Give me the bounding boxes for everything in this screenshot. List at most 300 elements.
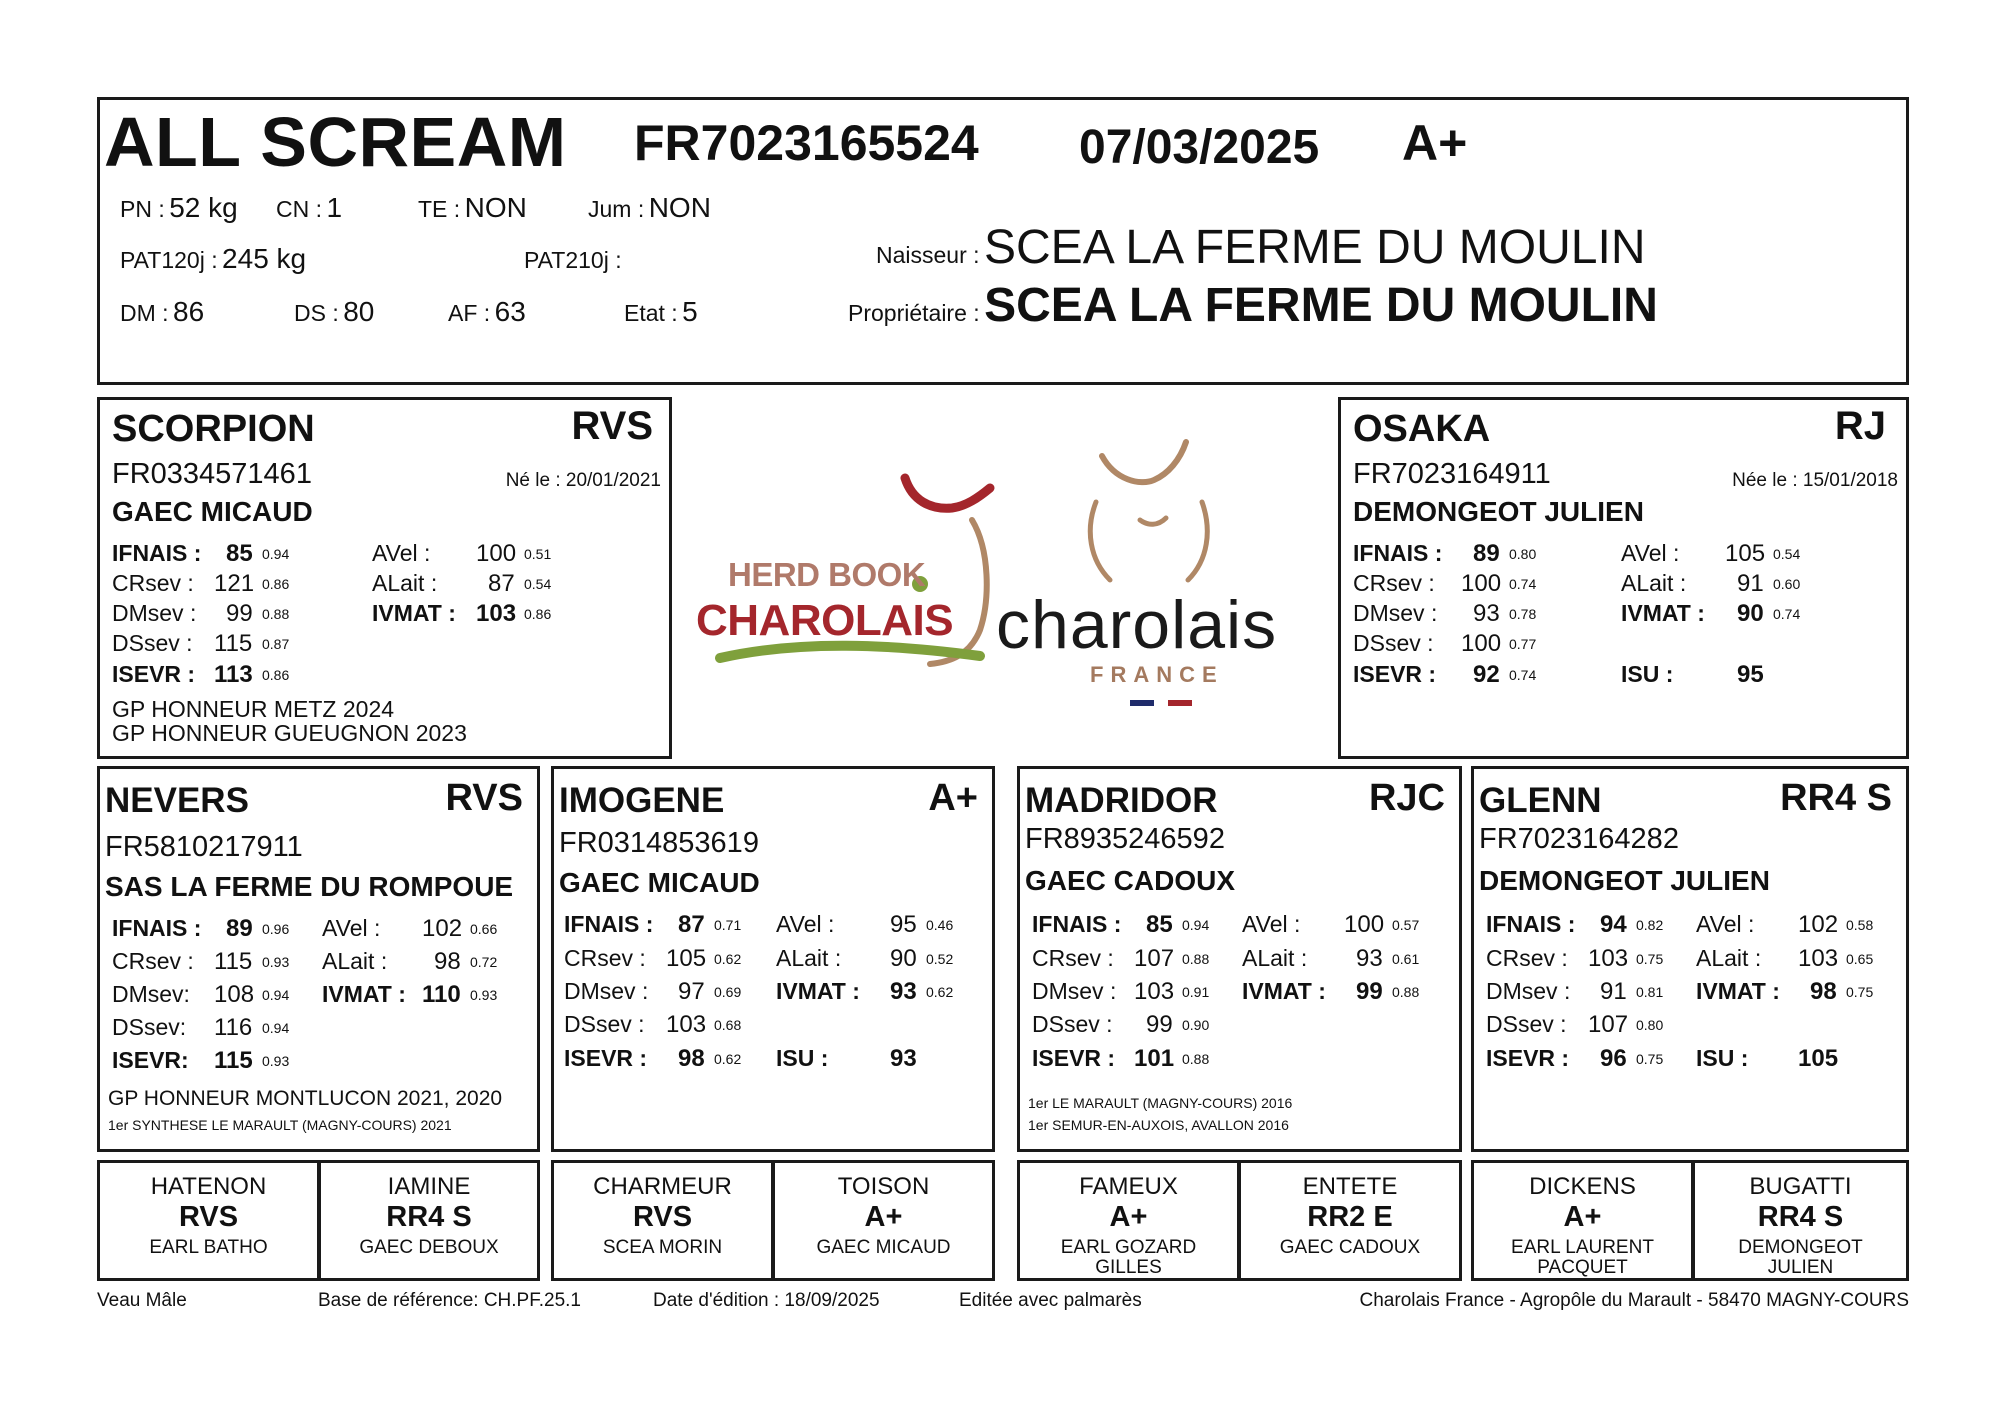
isevr-label: ISEVR : [1353, 661, 1437, 687]
dmsev-value: 108 [214, 981, 255, 1008]
dmsev-label: DMsev : [1032, 978, 1117, 1004]
grandparent-card-madridor [1017, 766, 1462, 1152]
avel-label: AVel : [322, 915, 381, 941]
dam-avel [1621, 540, 1801, 567]
dssev-value: 107 [1588, 1011, 1629, 1038]
ivmat-value: 103 [476, 600, 517, 627]
dmsev-reliability: 0.91 [1182, 984, 1210, 1000]
ds-field [294, 296, 374, 328]
dmsev-reliability: 0.69 [714, 984, 742, 1000]
ggp-owner: EARL GOZARD [1060, 1237, 1197, 1258]
crsev-reliability: 0.75 [1636, 951, 1664, 967]
ifnais-value: 94 [1600, 911, 1627, 938]
ggp-name: ENTETE [1302, 1173, 1398, 1200]
sire-isevr [112, 661, 290, 688]
gp-dmsev [564, 978, 742, 1005]
dssev-reliability: 0.94 [262, 1020, 290, 1036]
herdbook-line2: CHAROLAIS [696, 596, 954, 645]
alait-value: 87 [488, 570, 515, 597]
isevr-label: ISEVR : [1032, 1045, 1116, 1071]
ifnais-label: IFNAIS : [112, 915, 202, 941]
ggp-grade: RR4 S [386, 1201, 472, 1233]
dmsev-label: DMsev : [112, 600, 197, 626]
sire-id: FR0334571461 [112, 458, 312, 490]
ivmat-value: 110 [422, 981, 461, 1008]
ifnais-value: 89 [226, 915, 253, 942]
gp-crsev [112, 948, 290, 975]
gp-name: IMOGENE [559, 781, 725, 820]
ggp-owner: GAEC CADOUX [1279, 1237, 1421, 1258]
ggp-name: FAMEUX [1079, 1173, 1178, 1200]
dam-ifnais [1353, 540, 1537, 567]
isevr-reliability: 0.62 [714, 1051, 742, 1067]
gp-dssev [1032, 1011, 1210, 1038]
dam-card [1338, 397, 1909, 759]
crsev-label: CRsev : [1032, 945, 1114, 971]
gp-isu [1696, 1045, 1839, 1072]
ggp-cell-entete [1238, 1160, 1462, 1281]
ifnais-reliability: 0.82 [1636, 917, 1664, 933]
jum-value: NON [648, 192, 711, 223]
ggp-owner: SCEA MORIN [602, 1237, 723, 1258]
gp-prize-2: 1er SYNTHESE LE MARAULT (MAGNY-COURS) 2021 [108, 1117, 452, 1133]
gp-ifnais [1486, 911, 1664, 938]
herdbook-logo [690, 430, 1010, 680]
gp-grade: RJC [1368, 777, 1445, 819]
etat-field [624, 296, 698, 328]
naisseur-label: Naisseur : [876, 242, 980, 268]
dssev-label: DSsev : [112, 630, 193, 656]
jum-field [588, 192, 711, 224]
sire-breeder: GAEC MICAUD [112, 496, 313, 527]
gp-isu [776, 1045, 917, 1072]
footer-palmares: Editée avec palmarès [959, 1290, 1142, 1311]
ggp-owner-line2: GILLES [1095, 1257, 1162, 1278]
ggp-owner: EARL LAURENT [1511, 1237, 1654, 1258]
sire-card [97, 397, 672, 759]
ivmat-label: IVMAT : [1242, 978, 1326, 1004]
grandparent-card-nevers [97, 766, 540, 1152]
isevr-reliability: 0.93 [262, 1053, 290, 1069]
avel-label: AVel : [1621, 540, 1680, 566]
ggp-owner: GAEC DEBOUX [359, 1237, 499, 1258]
dam-born: Née le : 15/01/2018 [1732, 470, 1898, 491]
ivmat-reliability: 0.88 [1392, 984, 1420, 1000]
isu-label: ISU : [1621, 661, 1674, 687]
gp-id: FR0314853619 [559, 827, 759, 859]
ggp-name: TOISON [837, 1173, 930, 1200]
alait-reliability: 0.61 [1392, 951, 1420, 967]
ggp-grade: RVS [632, 1201, 693, 1233]
avel-reliability: 0.51 [524, 546, 552, 562]
avel-reliability: 0.46 [926, 917, 954, 933]
gp-alait [1696, 945, 1874, 972]
isevr-label: ISEVR: [112, 1047, 189, 1073]
ggp-owner: GAEC MICAUD [816, 1237, 951, 1258]
te-field [418, 192, 527, 224]
cn-value: 1 [326, 192, 343, 223]
dssev-reliability: 0.87 [262, 636, 290, 652]
gp-crsev [1486, 945, 1664, 972]
animal-date: 07/03/2025 [1079, 121, 1320, 174]
ivmat-reliability: 0.74 [1773, 606, 1801, 622]
pat210-label: PAT210j : [524, 247, 622, 273]
avel-reliability: 0.57 [1392, 917, 1420, 933]
footer-edition-date: Date d'édition : 18/09/2025 [653, 1290, 880, 1311]
alait-label: ALait : [322, 948, 388, 974]
gp-avel [1696, 911, 1874, 938]
gp-alait [322, 948, 498, 975]
charolais-word: charolais [996, 587, 1278, 663]
isu-value: 105 [1798, 1045, 1839, 1072]
gp-prize-1: GP HONNEUR MONTLUCON 2021, 2020 [108, 1087, 503, 1110]
dm-value: 86 [173, 296, 205, 327]
alait-reliability: 0.52 [926, 951, 954, 967]
ggp-name: HATENON [150, 1173, 267, 1200]
avel-label: AVel : [1242, 911, 1301, 937]
dssev-reliability: 0.90 [1182, 1017, 1210, 1033]
sire-dmsev [112, 600, 290, 627]
alait-label: ALait : [1696, 945, 1762, 971]
isevr-label: ISEVR : [1486, 1045, 1570, 1071]
ivmat-value: 93 [890, 978, 917, 1005]
isevr-reliability: 0.75 [1636, 1051, 1664, 1067]
isevr-value: 115 [214, 1047, 253, 1074]
gp-dmsev [112, 981, 290, 1008]
alait-value: 98 [434, 948, 461, 975]
dam-isu [1621, 661, 1764, 688]
ivmat-label: IVMAT : [372, 600, 456, 626]
gp-ifnais [112, 915, 290, 942]
te-label: TE : [418, 196, 461, 222]
dmsev-value: 91 [1600, 978, 1627, 1005]
crsev-reliability: 0.88 [1182, 951, 1210, 967]
alait-value: 90 [890, 945, 917, 972]
ivmat-value: 90 [1737, 600, 1764, 627]
grandparent-card-imogene [551, 766, 995, 1152]
ifnais-reliability: 0.94 [262, 546, 290, 562]
ifnais-reliability: 0.94 [1182, 917, 1210, 933]
alait-label: ALait : [372, 570, 438, 596]
dam-isevr [1353, 661, 1537, 688]
dmsev-value: 97 [678, 978, 705, 1005]
alait-label: ALait : [1242, 945, 1308, 971]
avel-label: AVel : [372, 540, 431, 566]
crsev-reliability: 0.93 [262, 954, 290, 970]
sire-grade: RVS [571, 404, 653, 448]
ifnais-value: 85 [226, 540, 253, 567]
naisseur-field [876, 220, 1645, 275]
avel-value: 100 [476, 540, 517, 567]
dssev-label: DSsev : [564, 1011, 645, 1037]
dm-field [120, 296, 204, 328]
dmsev-reliability: 0.78 [1509, 606, 1537, 622]
crsev-label: CRsev : [564, 945, 646, 971]
gp-isevr [1032, 1045, 1210, 1072]
ggp-grade: A+ [1109, 1201, 1148, 1233]
gp-ifnais [564, 911, 742, 938]
proprietaire-field [848, 278, 1658, 333]
avel-value: 95 [890, 911, 917, 938]
ggp-owner-line2: PACQUET [1537, 1257, 1628, 1278]
animal-grade: A+ [1402, 115, 1468, 171]
pat120-field [120, 243, 306, 275]
avel-value: 105 [1725, 540, 1766, 567]
ggp-grade: RVS [178, 1201, 239, 1233]
avel-value: 100 [1344, 911, 1385, 938]
sire-name: SCORPION [112, 408, 315, 450]
dssev-value: 99 [1146, 1011, 1173, 1038]
isevr-label: ISEVR : [564, 1045, 648, 1071]
jum-label: Jum : [588, 196, 645, 222]
dmsev-label: DMsev: [112, 981, 190, 1007]
isevr-value: 101 [1134, 1045, 1175, 1072]
dmsev-value: 103 [1134, 978, 1175, 1005]
te-value: NON [464, 192, 527, 223]
ifnais-reliability: 0.71 [714, 917, 742, 933]
ds-value: 80 [343, 296, 375, 327]
ggp-grade: RR2 E [1307, 1201, 1393, 1233]
etat-label: Etat : [624, 300, 678, 326]
ggp-cell-toison [772, 1160, 995, 1281]
dssev-label: DSsev : [1353, 630, 1434, 656]
alait-label: ALait : [776, 945, 842, 971]
isevr-value: 92 [1473, 661, 1500, 688]
crsev-label: CRsev : [112, 570, 194, 596]
ggp-cell-iamine [318, 1160, 540, 1281]
ggp-cell-bugatti [1692, 1160, 1909, 1281]
gp-ivmat [776, 978, 954, 1005]
isevr-reliability: 0.86 [262, 667, 290, 683]
isevr-reliability: 0.74 [1509, 667, 1537, 683]
avel-value: 102 [1798, 911, 1839, 938]
footer-address: Charolais France - Agropôle du Marault - 58470 MAGNY-COURS [1359, 1290, 1909, 1311]
animal-header [97, 97, 1909, 385]
gp-breeder: SAS LA FERME DU ROMPOUE [105, 871, 514, 902]
dam-dmsev [1353, 600, 1537, 627]
dam-ivmat [1621, 600, 1801, 627]
alait-value: 93 [1356, 945, 1383, 972]
dam-breeder: DEMONGEOT JULIEN [1353, 496, 1644, 527]
ggp-cell-dickens [1471, 1160, 1694, 1281]
gp-isevr [564, 1045, 742, 1072]
ivmat-reliability: 0.62 [926, 984, 954, 1000]
ifnais-label: IFNAIS : [1353, 540, 1443, 566]
ggp-name: BUGATTI [1749, 1173, 1852, 1200]
gp-dmsev [1486, 978, 1664, 1005]
dam-name: OSAKA [1353, 408, 1491, 450]
naisseur-value: SCEA LA FERME DU MOULIN [984, 221, 1646, 274]
alait-value: 103 [1798, 945, 1839, 972]
crsev-value: 105 [666, 945, 707, 972]
dmsev-label: DMsev : [564, 978, 649, 1004]
dssev-value: 103 [666, 1011, 707, 1038]
ggp-cell-fameux [1017, 1160, 1240, 1281]
ivmat-value: 99 [1356, 978, 1383, 1005]
ggp-grade: RR4 S [1757, 1201, 1844, 1233]
pat120-label: PAT120j : [120, 247, 218, 273]
ggp-owner-line2: JULIEN [1767, 1257, 1834, 1278]
proprietaire-label: Propriétaire : [848, 300, 980, 326]
dm-label: DM : [120, 300, 169, 326]
gp-breeder: GAEC CADOUX [1025, 865, 1236, 896]
dam-dssev [1353, 630, 1537, 657]
dmsev-reliability: 0.81 [1636, 984, 1664, 1000]
gp-dssev [564, 1011, 742, 1038]
crsev-value: 121 [214, 570, 255, 597]
ggp-grade: A+ [1563, 1201, 1602, 1233]
gp-crsev [564, 945, 742, 972]
pat210-field [524, 243, 622, 275]
crsev-label: CRsev : [112, 948, 194, 974]
alait-reliability: 0.60 [1773, 576, 1801, 592]
af-field [448, 296, 526, 328]
ifnais-label: IFNAIS : [564, 911, 654, 937]
gp-id: FR5810217911 [105, 831, 303, 863]
gp-alait [776, 945, 954, 972]
gp-grade: RR4 S [1780, 777, 1892, 819]
sire-crsev [112, 570, 290, 597]
dssev-reliability: 0.77 [1509, 636, 1537, 652]
grandparent-card-glenn [1471, 766, 1909, 1152]
alait-reliability: 0.54 [524, 576, 552, 592]
sire-prize-1: GP HONNEUR METZ 2024 [112, 696, 395, 722]
dssev-label: DSsev : [1486, 1011, 1567, 1037]
cn-label: CN : [276, 196, 322, 222]
crsev-label: CRsev : [1353, 570, 1435, 596]
dam-alait [1621, 570, 1801, 597]
ivmat-reliability: 0.86 [524, 606, 552, 622]
gp-name: NEVERS [105, 781, 249, 820]
alait-label: ALait : [1621, 570, 1687, 596]
dmsev-reliability: 0.94 [262, 987, 290, 1003]
isu-label: ISU : [776, 1045, 829, 1071]
gp-ivmat [1242, 978, 1420, 1005]
dssev-label: DSsev : [1032, 1011, 1113, 1037]
ggp-cell-charmeur [551, 1160, 774, 1281]
dam-id: FR7023164911 [1353, 458, 1551, 490]
sire-alait [372, 570, 552, 597]
ifnais-label: IFNAIS : [112, 540, 202, 566]
proprietaire-value: SCEA LA FERME DU MOULIN [984, 279, 1658, 332]
pn-field [120, 192, 238, 224]
ifnais-reliability: 0.96 [262, 921, 290, 937]
ifnais-value: 89 [1473, 540, 1500, 567]
charolais-france-logo [990, 430, 1330, 720]
crsev-value: 107 [1134, 945, 1175, 972]
dmsev-reliability: 0.88 [262, 606, 290, 622]
af-value: 63 [494, 296, 526, 327]
ivmat-label: IVMAT : [322, 981, 406, 1007]
gp-name: GLENN [1479, 781, 1602, 820]
pat120-value: 245 kg [222, 243, 307, 274]
af-label: AF : [448, 300, 491, 326]
avel-reliability: 0.54 [1773, 546, 1801, 562]
gp-alait [1242, 945, 1420, 972]
avel-value: 102 [422, 915, 463, 942]
footer-base: Base de référence: CH.PF.25.1 [318, 1290, 581, 1311]
gp-grade: A+ [928, 777, 978, 819]
etat-value: 5 [682, 296, 698, 327]
sire-ivmat [372, 600, 552, 627]
gp-id: FR7023164282 [1479, 823, 1679, 855]
cn-field [276, 192, 342, 224]
ivmat-label: IVMAT : [776, 978, 860, 1004]
dssev-value: 115 [214, 630, 253, 657]
gp-ifnais [1032, 911, 1210, 938]
alait-reliability: 0.72 [470, 954, 498, 970]
sire-prize-2: GP HONNEUR GUEUGNON 2023 [112, 720, 467, 746]
avel-reliability: 0.66 [470, 921, 498, 937]
dmsev-label: DMsev : [1353, 600, 1438, 626]
crsev-label: CRsev : [1486, 945, 1568, 971]
ifnais-value: 87 [678, 911, 705, 938]
gp-prize-2: 1er SEMUR-EN-AUXOIS, AVALLON 2016 [1028, 1117, 1289, 1133]
crsev-value: 103 [1588, 945, 1629, 972]
ggp-name: IAMINE [387, 1173, 471, 1200]
ggp-owner: DEMONGEOT [1738, 1237, 1863, 1258]
gp-grade: RVS [445, 777, 523, 819]
gp-avel [1242, 911, 1420, 938]
ivmat-label: IVMAT : [1621, 600, 1705, 626]
gp-prize-1: 1er LE MARAULT (MAGNY-COURS) 2016 [1028, 1095, 1293, 1111]
dam-grade: RJ [1834, 404, 1886, 448]
alait-reliability: 0.65 [1846, 951, 1874, 967]
gp-breeder: GAEC MICAUD [559, 867, 760, 898]
ggp-name: DICKENS [1529, 1173, 1636, 1200]
ivmat-reliability: 0.93 [470, 987, 498, 1003]
footer-sex: Veau Mâle [97, 1290, 187, 1311]
animal-id: FR7023165524 [634, 115, 979, 171]
pn-value: 52 kg [169, 192, 238, 223]
ggp-cell-hatenon [97, 1160, 320, 1281]
ggp-grade: A+ [864, 1201, 903, 1233]
isevr-value: 113 [214, 661, 253, 688]
ifnais-label: IFNAIS : [1032, 911, 1122, 937]
ivmat-value: 98 [1810, 978, 1837, 1005]
france-word: FRANCE [1090, 662, 1224, 687]
ds-label: DS : [294, 300, 339, 326]
ifnais-label: IFNAIS : [1486, 911, 1576, 937]
gp-name: MADRIDOR [1025, 781, 1218, 820]
gp-avel [322, 915, 498, 942]
dssev-label: DSsev: [112, 1014, 187, 1040]
sire-avel [372, 540, 552, 567]
animal-name: ALL SCREAM [104, 103, 567, 181]
dssev-value: 100 [1461, 630, 1502, 657]
isu-label: ISU : [1696, 1045, 1749, 1071]
crsev-reliability: 0.74 [1509, 576, 1537, 592]
gp-dssev [112, 1014, 290, 1041]
alait-value: 91 [1737, 570, 1764, 597]
gp-breeder: DEMONGEOT JULIEN [1479, 865, 1770, 896]
crsev-value: 115 [214, 948, 253, 975]
ivmat-reliability: 0.75 [1846, 984, 1874, 1000]
ifnais-value: 85 [1146, 911, 1173, 938]
isu-value: 93 [890, 1045, 917, 1072]
avel-label: AVel : [1696, 911, 1755, 937]
dmsev-value: 93 [1473, 600, 1500, 627]
isevr-reliability: 0.88 [1182, 1051, 1210, 1067]
dam-crsev [1353, 570, 1537, 597]
gp-dssev [1486, 1011, 1664, 1038]
dssev-reliability: 0.68 [714, 1017, 742, 1033]
gp-dmsev [1032, 978, 1210, 1005]
gp-ivmat [322, 981, 498, 1008]
dssev-reliability: 0.80 [1636, 1017, 1664, 1033]
avel-label: AVel : [776, 911, 835, 937]
crsev-value: 100 [1461, 570, 1502, 597]
